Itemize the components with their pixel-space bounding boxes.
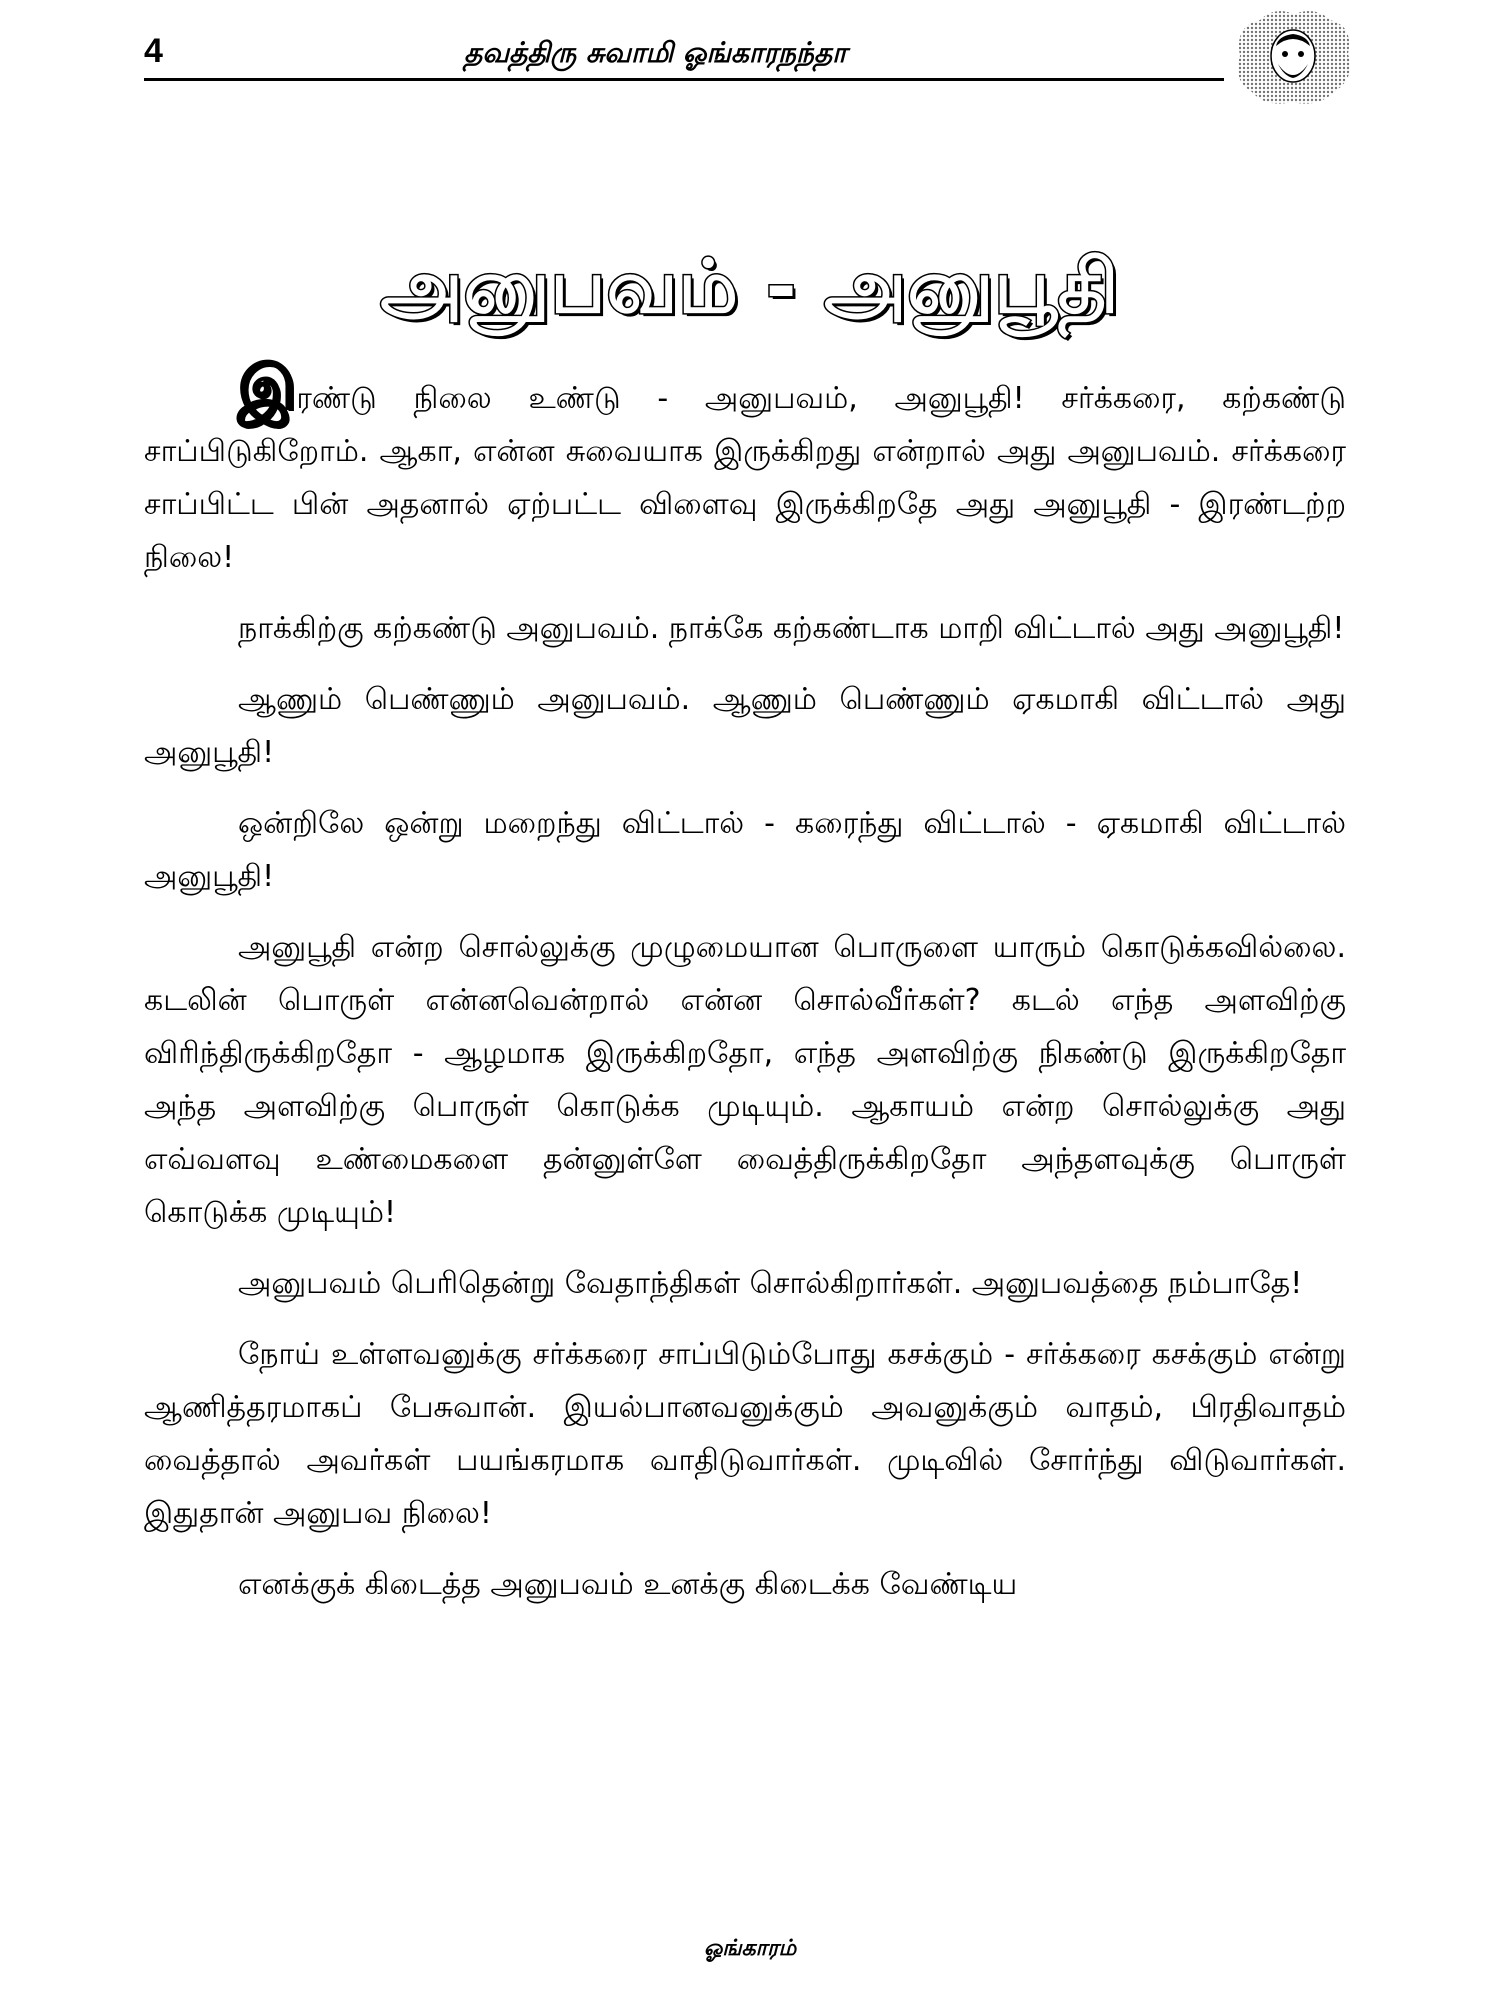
chapter-title: அனுபவம் - அனுபூதி [380, 244, 1120, 330]
paragraph-1 [144, 353, 1346, 584]
body-text [144, 353, 1346, 1629]
paragraph-8: எனக்குக் கிடைத்த அனுபவம் உனக்கு கிடைக்க வேண்டிய [238, 1567, 1018, 1602]
paragraph-2: நாக்கிற்கு கற்கண்டு அனுபவம். நாக்கே கற்கண்டாக மாறி விட்டால் அது அனுபூதி! [238, 611, 1345, 646]
paragraph-5: அனுபூதி என்ற சொல்லுக்கு முழுமையான பொருளை யாரும் கொடுக்கவில்லை. கடலின் பொருள் என்னவென்றால் என்ன சொல்வீர்கள்? கடல் எந்த அளவிற்கு விரிந்திருக்கிறதோ - ஆழமாக இருக்கிறதோ, எந்த அளவிற்கு நிகண்டு இருக்கிறதோ அந்த அளவிற்கு பொருள் கொடுக்க முடியும். ஆகாயம் என்ற சொல்லுக்கு அது எவ்வளவு உண்மைகளை தன்னுள்ளே வைத்திருக்கிறதோ அந்தளவுக்கு பொருள் கொடுக்க முடியும்! [144, 930, 1346, 1230]
page-number: 4 [144, 32, 163, 70]
paragraph-3: ஆணும் பெண்ணும் அனுபவம். ஆணும் பெண்ணும் ஏகமாகி விட்டால் அது அனுபூதி! [144, 682, 1346, 770]
portrait-photo-icon [1230, 6, 1356, 108]
drop-cap: இ [238, 353, 297, 423]
running-title: தவத்திரு சுவாமி ஓங்காரநந்தா [464, 36, 847, 69]
page-footer: ஓங்காரம் [703, 1936, 797, 1961]
paragraph-7: நோய் உள்ளவனுக்கு சர்க்கரை சாப்பிடும்போது கசக்கும் - சர்க்கரை கசக்கும் என்று ஆணித்தரமாகப் பேசுவான். இயல்பானவனுக்கும் அவனுக்கும் வாதம், பிரதிவாதம் வைத்தால் அவர்கள் பயங்கரமாக வாதிடுவார்கள். முடிவில் சோர்ந்து விடுவார்கள். இதுதான் அனுபவ நிலை! [144, 1337, 1346, 1531]
paragraph-text: ரண்டு நிலை உண்டு - அனுபவம், அனுபூதி! சர்க்கரை, கற்கண்டு சாப்பிடுகிறோம். ஆகா, என்ன சுவையாக இருக்கிறது என்றால் அது அனுபவம். சர்க்கரை சாப்பிட்ட பின் அதனால் ஏற்பட்ட விளைவு இருக்கிறதே அது அனுபூதி - இரண்டற்ற நிலை! [144, 381, 1346, 575]
page-header [144, 32, 1224, 81]
paragraph-6: அனுபவம் பெரிதென்று வேதாந்திகள் சொல்கிறார்கள். அனுபவத்தை நம்பாதே! [238, 1266, 1303, 1301]
paragraph-4: ஒன்றிலே ஒன்று மறைந்து விட்டால் - கரைந்து விட்டால் - ஏகமாகி விட்டால் அனுபூதி! [144, 806, 1346, 894]
